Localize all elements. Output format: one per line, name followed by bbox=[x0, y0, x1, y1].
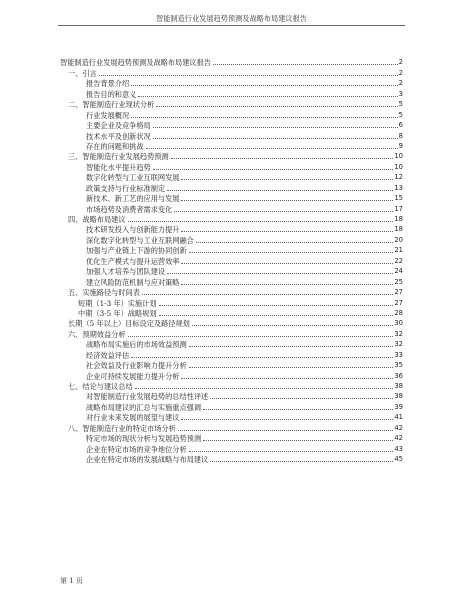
toc-section-entry[interactable] bbox=[60, 360, 403, 370]
toc-leader-dots bbox=[192, 325, 393, 326]
toc-entry-page: 39 bbox=[394, 402, 403, 411]
toc-entry-label: 五、实施路径与时间表 bbox=[68, 288, 140, 298]
toc-entry-label: 三、智能制造行业发展趋势预测 bbox=[68, 152, 169, 162]
toc-entry-page: 42 bbox=[394, 434, 403, 443]
toc-section-entry[interactable] bbox=[60, 203, 403, 213]
toc-leader-dots bbox=[131, 117, 398, 118]
header-divider bbox=[58, 25, 405, 26]
toc-entry-label: 六、预期效益分析 bbox=[68, 329, 126, 339]
toc-entry-label: 经济效益评估 bbox=[86, 350, 130, 360]
toc-chapter-entry[interactable] bbox=[60, 214, 403, 224]
toc-entry-page: 32 bbox=[394, 340, 403, 349]
toc-entry-page: 2 bbox=[398, 58, 403, 67]
toc-entry-page: 27 bbox=[394, 288, 403, 297]
toc-section-entry[interactable] bbox=[60, 308, 403, 318]
toc-title-entry[interactable] bbox=[60, 57, 403, 67]
toc-entry-page: 18 bbox=[394, 225, 403, 234]
toc-entry-label: 深化数字化转型与工业互联网融合 bbox=[86, 235, 194, 245]
toc-leader-dots bbox=[196, 242, 394, 243]
toc-entry-label: 市场趋势及消费者需求变化 bbox=[86, 204, 173, 214]
toc-chapter-entry[interactable] bbox=[60, 99, 403, 109]
toc-leader-dots bbox=[181, 231, 393, 232]
toc-entry-label: 四、战略布局建议 bbox=[68, 215, 126, 224]
toc-entry-label: 中期（3-5 年）战略规划 bbox=[78, 308, 157, 318]
toc-section-entry[interactable] bbox=[60, 182, 403, 192]
toc-entry-label: 战略布局建议的汇总与实施重点强调 bbox=[86, 402, 202, 412]
toc-leader-dots bbox=[210, 398, 393, 399]
toc-entry-page: 30 bbox=[394, 319, 403, 328]
toc-section-entry[interactable] bbox=[60, 172, 403, 182]
toc-entry-page: 28 bbox=[394, 308, 403, 317]
toc-chapter-entry[interactable] bbox=[60, 422, 403, 432]
toc-leader-dots bbox=[213, 64, 398, 65]
toc-section-entry[interactable] bbox=[60, 234, 403, 244]
toc-entry-label: 对智能制造行业发展趋势的总结性评述 bbox=[86, 392, 209, 402]
toc-entry-page: 13 bbox=[394, 183, 403, 192]
toc-entry-label: 二、智能制造行业现状分析 bbox=[68, 100, 155, 110]
toc-entry-page: 2 bbox=[398, 68, 403, 77]
toc-leader-dots bbox=[210, 461, 393, 462]
toc-section-entry[interactable] bbox=[60, 443, 403, 453]
toc-leader-dots bbox=[138, 96, 397, 97]
toc-entry-page: 21 bbox=[394, 246, 403, 255]
toc-leader-dots bbox=[189, 451, 394, 452]
toc-entry-label: 智能化水平提升趋势 bbox=[86, 162, 151, 172]
toc-section-entry[interactable] bbox=[60, 109, 403, 119]
toc-leader-dots bbox=[142, 294, 393, 295]
toc-leader-dots bbox=[181, 284, 393, 285]
toc-chapter-entry[interactable] bbox=[60, 67, 403, 77]
toc-entry-label: 报告背景介绍 bbox=[86, 79, 130, 89]
toc-entry-page: 36 bbox=[394, 371, 403, 380]
toc-leader-dots bbox=[131, 85, 398, 86]
toc-entry-page: 32 bbox=[394, 329, 403, 338]
toc-section-entry[interactable] bbox=[60, 88, 403, 98]
toc-chapter-entry[interactable] bbox=[60, 151, 403, 161]
toc-leader-dots bbox=[203, 409, 393, 410]
toc-entry-label: 八、智能制造行业的特定市场分析 bbox=[68, 423, 176, 433]
toc-entry-label: 存在的问题和挑战 bbox=[86, 141, 144, 151]
toc-entry-page: 15 bbox=[394, 194, 403, 203]
toc-leader-dots bbox=[181, 263, 393, 264]
toc-entry-page: 35 bbox=[394, 361, 403, 370]
toc-entry-label: 建立风险防范机制与应对策略 bbox=[86, 277, 180, 287]
toc-chapter-entry[interactable] bbox=[60, 328, 403, 338]
toc-entry-page: 5 bbox=[398, 100, 403, 109]
toc-entry-page: 8 bbox=[398, 131, 403, 140]
toc-entry-label: 加强与产业链上下游的协同创新 bbox=[86, 246, 187, 256]
toc-entry-page: 24 bbox=[394, 267, 403, 276]
toc-entry-label: 企业在特定市场的发展战略与布局建议 bbox=[86, 455, 209, 465]
toc-entry-label: 数字化转型与工业互联网发展 bbox=[86, 173, 180, 183]
toc-entry-page: 18 bbox=[394, 215, 403, 223]
toc-entry-label: 短期（1-3 年）实施计划 bbox=[78, 298, 157, 308]
toc-entry-label: 企业在特定市场的竞争地位分析 bbox=[86, 444, 187, 454]
toc-leader-dots bbox=[203, 440, 393, 441]
toc-section-entry[interactable] bbox=[60, 266, 403, 276]
page-number: 第 1 页 bbox=[60, 577, 83, 585]
toc-entry-page: 6 bbox=[398, 121, 403, 130]
toc-chapter-entry[interactable] bbox=[60, 287, 403, 297]
toc-entry-label: 智能制造行业发展趋势预测及战略布局建议报告 bbox=[60, 58, 211, 68]
toc-leader-dots bbox=[159, 315, 394, 316]
toc-entry-page: 27 bbox=[394, 298, 403, 307]
toc-entry-page: 20 bbox=[394, 235, 403, 244]
toc-leader-dots bbox=[159, 305, 394, 306]
toc-entry-label: 政策支持与行业标准制定 bbox=[86, 183, 166, 193]
toc-section-entry[interactable] bbox=[60, 454, 403, 464]
toc-section-entry[interactable] bbox=[60, 245, 403, 255]
toc-section-entry[interactable] bbox=[60, 255, 403, 265]
toc-entry-label: 报告目的和意义 bbox=[86, 89, 137, 99]
toc-leader-dots bbox=[156, 106, 397, 107]
toc-leader-dots bbox=[128, 221, 394, 222]
toc-leader-dots bbox=[167, 273, 393, 274]
toc-section-entry[interactable] bbox=[60, 412, 403, 422]
toc-section-entry[interactable] bbox=[60, 78, 403, 88]
toc-entry-label: 行业发展概况 bbox=[86, 110, 130, 120]
toc-entry-page: 33 bbox=[394, 350, 403, 359]
toc-section-entry[interactable] bbox=[60, 193, 403, 203]
toc-section-entry[interactable] bbox=[60, 370, 403, 380]
toc-leader-dots bbox=[174, 211, 393, 212]
toc-entry-page: 25 bbox=[394, 277, 403, 286]
toc-leader-dots bbox=[135, 388, 394, 389]
toc-leader-dots bbox=[153, 169, 394, 170]
toc-entry-label: 对行业未来发展的展望与建议 bbox=[86, 413, 180, 423]
running-header: 智能制造行业发展趋势预测及战略布局建议报告 bbox=[156, 14, 307, 23]
toc-leader-dots bbox=[178, 430, 394, 431]
toc-leader-dots bbox=[189, 346, 394, 347]
toc-entry-label: 七、结论与建议总结 bbox=[68, 382, 133, 391]
toc-entry-label: 技术研发投入与创新能力提升 bbox=[86, 225, 180, 235]
toc-section-entry[interactable] bbox=[60, 141, 403, 151]
toc-entry-page: 38 bbox=[394, 382, 403, 390]
toc-section-entry[interactable] bbox=[60, 339, 403, 349]
toc-entry-label: 主要企业及竞争格局 bbox=[86, 121, 151, 131]
toc-entry-label: 一、引言 bbox=[68, 68, 97, 78]
toc-entry-page: 12 bbox=[394, 173, 403, 182]
table-of-contents bbox=[60, 57, 403, 464]
toc-section-entry[interactable] bbox=[60, 161, 403, 171]
toc-section-entry[interactable] bbox=[60, 401, 403, 411]
toc-entry-label: 特定市场的现状分析与发展趋势预测 bbox=[86, 434, 202, 444]
toc-entry-page: 45 bbox=[394, 455, 403, 464]
toc-entry-page: 38 bbox=[394, 392, 403, 401]
toc-leader-dots bbox=[146, 148, 398, 149]
toc-leader-dots bbox=[153, 127, 398, 128]
toc-leader-dots bbox=[181, 179, 393, 180]
toc-leader-dots bbox=[128, 336, 394, 337]
toc-entry-page: 10 bbox=[394, 152, 403, 161]
toc-section-entry[interactable] bbox=[60, 297, 403, 307]
toc-leader-dots bbox=[189, 367, 394, 368]
toc-section-entry[interactable] bbox=[60, 130, 403, 140]
toc-leader-dots bbox=[131, 357, 393, 358]
toc-leader-dots bbox=[171, 158, 394, 159]
toc-leader-dots bbox=[153, 138, 398, 139]
toc-entry-label: 技术水平及创新状况 bbox=[86, 131, 151, 141]
toc-entry-page: 9 bbox=[398, 141, 403, 150]
toc-entry-page: 3 bbox=[398, 89, 403, 98]
toc-leader-dots bbox=[99, 75, 398, 76]
toc-section-entry[interactable] bbox=[60, 224, 403, 234]
toc-entry-label: 新技术、新工艺的应用与发展 bbox=[86, 194, 180, 204]
toc-leader-dots bbox=[167, 190, 393, 191]
toc-chapter-entry[interactable] bbox=[60, 381, 403, 391]
toc-section-entry[interactable] bbox=[60, 120, 403, 130]
toc-section-entry[interactable] bbox=[60, 391, 403, 401]
toc-entry-page: 41 bbox=[394, 413, 403, 422]
toc-leader-dots bbox=[181, 200, 393, 201]
toc-leader-dots bbox=[181, 419, 393, 420]
toc-section-entry[interactable] bbox=[60, 276, 403, 286]
toc-leader-dots bbox=[189, 252, 394, 253]
toc-entry-page: 10 bbox=[394, 162, 403, 171]
toc-entry-page: 43 bbox=[394, 444, 403, 453]
toc-leader-dots bbox=[181, 378, 393, 379]
toc-entry-page: 17 bbox=[394, 204, 403, 213]
toc-entry-label: 战略布局实施后的市场效益预测 bbox=[86, 340, 187, 350]
toc-entry-label: 优化生产模式与提升运营效率 bbox=[86, 256, 180, 266]
toc-section-entry[interactable] bbox=[60, 318, 403, 328]
toc-entry-label: 加强人才培养与团队建设 bbox=[86, 267, 166, 277]
toc-entry-label: 社会效益及行业影响力提升分析 bbox=[86, 361, 187, 371]
toc-entry-label: 企业可持续发展能力提升分析 bbox=[86, 371, 180, 381]
toc-entry-page: 22 bbox=[394, 256, 403, 265]
toc-entry-label: 长期（5 年以上）目标设定及路径规划 bbox=[68, 319, 190, 329]
toc-section-entry[interactable] bbox=[60, 433, 403, 443]
toc-entry-page: 2 bbox=[398, 79, 403, 88]
toc-entry-page: 5 bbox=[398, 110, 403, 119]
toc-entry-page: 42 bbox=[394, 423, 403, 432]
toc-section-entry[interactable] bbox=[60, 349, 403, 359]
